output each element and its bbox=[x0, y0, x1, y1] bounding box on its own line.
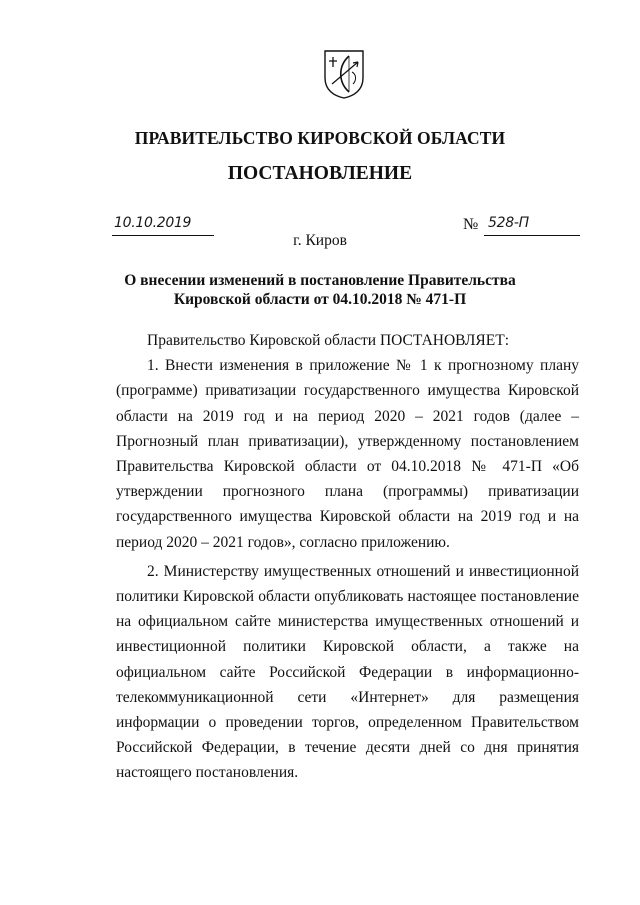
preamble: Правительство Кировской области ПОСТАНОВЛЯЕТ: bbox=[147, 332, 510, 349]
number-sign: № bbox=[463, 216, 479, 233]
document-title bbox=[0, 271, 640, 309]
title-line-2: Кировской области от 04.10.2018 № 471-П bbox=[173, 291, 467, 308]
city: г. Киров bbox=[293, 232, 347, 249]
kirov-coat-of-arms-icon bbox=[322, 48, 366, 100]
document-number: 528-П bbox=[488, 215, 529, 231]
title-line-1: О внесении изменений в постановление Правительства bbox=[124, 272, 516, 289]
document-body bbox=[116, 328, 579, 790]
government-name: ПРАВИТЕЛЬСТВО КИРОВСКОЙ ОБЛАСТИ bbox=[134, 128, 506, 148]
paragraph-item-1: 1. Внести изменения в приложение № 1 к прогнозному плану (программе) приватизации государственного имущества Кировской области на 2019 год и на период 2020 – 2021 годов (далее – Прогнозный план приватизации), утвержденному постановлением Правительства Кировской области от 04.10.2018 № 471-П «Об утверждении прогнозного плана (программы) приватизации государственного имущества Кировской области на 2019 год и на период 2020 – 2021 годов», согласно приложению. bbox=[116, 357, 579, 551]
document-type: ПОСТАНОВЛЕНИЕ bbox=[227, 163, 413, 184]
document-date: 10.10.2019 bbox=[114, 215, 192, 231]
paragraph-item-2: 2. Министерству имущественных отношений и инвестиционной политики Кировской области опубликовать настоящее постановление на официальном сайте министерства имущественных отношений и инвестиционной политики Кировской области, а также на официальном сайте Российской Федерации в информационно-телекоммуникационной сети «Интернет» для размещения информации о проведении торгов, определенном Правительством Российской Федерации, в течение десяти дней со дня принятия настоящего постановления. bbox=[116, 562, 579, 782]
